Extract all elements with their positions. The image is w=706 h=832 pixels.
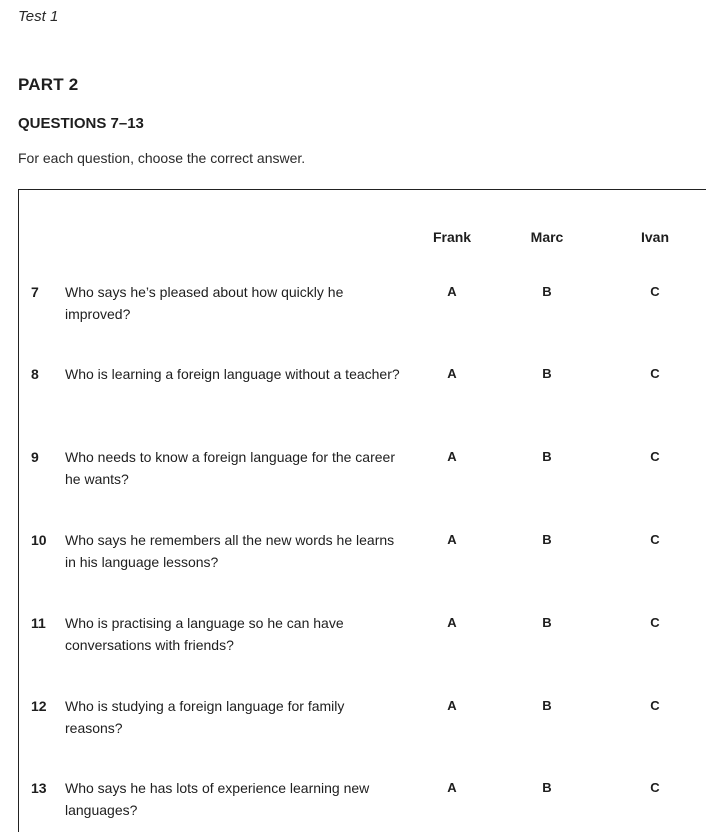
- question-number: 9: [31, 449, 39, 465]
- question-text: Who says he has lots of experience learning new languages?: [65, 780, 370, 818]
- option-a[interactable]: A: [447, 284, 457, 299]
- question-text: Who says he remembers all the new words he learns in his language lessons?: [65, 532, 395, 570]
- question-number: 13: [31, 780, 47, 796]
- column-header-frank: Frank: [432, 229, 472, 245]
- question-row-10: [0, 532, 706, 602]
- question-row-9: [0, 449, 706, 519]
- question-text: Who says he’s pleased about how quickly he improved?: [65, 284, 344, 322]
- question-number: 11: [31, 615, 46, 631]
- option-a[interactable]: A: [447, 615, 457, 630]
- question-text: Who is learning a foreign language without a teacher?: [65, 366, 400, 382]
- question-row-8: [0, 366, 706, 436]
- question-text: Who needs to know a foreign language for the career he wants?: [65, 449, 395, 487]
- option-a[interactable]: A: [447, 449, 457, 464]
- option-b[interactable]: B: [542, 449, 552, 464]
- option-c[interactable]: C: [650, 532, 660, 547]
- option-b[interactable]: B: [542, 366, 552, 381]
- option-b[interactable]: B: [542, 780, 552, 795]
- questions-title: QUESTIONS 7–13: [18, 115, 144, 132]
- option-c[interactable]: C: [650, 615, 660, 630]
- part-title: PART 2: [18, 75, 79, 94]
- option-c[interactable]: C: [650, 449, 660, 464]
- option-a[interactable]: A: [447, 698, 457, 713]
- question-number: 7: [31, 284, 39, 300]
- column-header-ivan: Ivan: [640, 229, 669, 245]
- question-row-13: [0, 780, 706, 832]
- question-row-7: [0, 284, 706, 354]
- option-b[interactable]: B: [542, 284, 552, 299]
- option-b[interactable]: B: [542, 698, 552, 713]
- question-row-12: [0, 698, 706, 768]
- question-number: 8: [31, 366, 39, 382]
- instruction-text: For each question, choose the correct answer.: [18, 150, 306, 166]
- option-c[interactable]: C: [650, 284, 660, 299]
- option-c[interactable]: C: [650, 698, 660, 713]
- question-row-11: [0, 615, 706, 685]
- column-header-marc: Marc: [530, 229, 564, 245]
- question-text: Who is studying a foreign language for family reasons?: [65, 698, 345, 736]
- test-label: Test 1: [18, 8, 59, 25]
- question-number: 12: [31, 698, 47, 714]
- option-a[interactable]: A: [447, 366, 457, 381]
- question-number: 10: [31, 532, 47, 548]
- question-text: Who is practising a language so he can have conversations with friends?: [65, 615, 344, 653]
- option-b[interactable]: B: [542, 615, 552, 630]
- option-c[interactable]: C: [650, 780, 660, 795]
- option-b[interactable]: B: [542, 532, 552, 547]
- option-a[interactable]: A: [447, 532, 457, 547]
- option-a[interactable]: A: [447, 780, 457, 795]
- option-c[interactable]: C: [650, 366, 660, 381]
